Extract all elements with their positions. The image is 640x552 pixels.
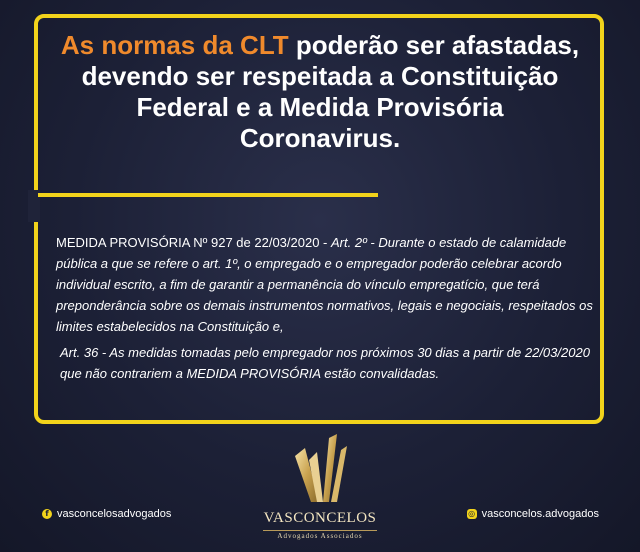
article-2-text: Art. 2º - Durante o estado de calamidade pública a que se refere o art. 1º, o empregado e o empregador poderão celebrar acordo individual escrito, a fim de garantir a permanência do vínculo empregatício, que terá preponderância sobre os demais instrumentos normativos, legais e negociais, respeitados os limites estabelecidos na Constituição e, — [56, 235, 593, 334]
logo-wordmark: VASCONCELOS — [263, 510, 377, 526]
instagram-icon: ◎ — [468, 509, 476, 518]
article-text — [56, 232, 596, 384]
mp-reference: MEDIDA PROVISÓRIA Nº 927 de 22/03/2020 - — [56, 235, 331, 250]
paragraph-1 — [56, 232, 596, 337]
headline-underline — [38, 193, 378, 197]
headline-highlight: As normas da CLT — [60, 30, 289, 60]
headline-rest: poderão ser afastadas, devendo ser respeitada a Constituição Federal e a Medida Provisória Coronavirus. — [81, 30, 580, 153]
logo-subtitle: Advogados Associados — [277, 532, 363, 540]
logo-emblem-icon — [293, 430, 347, 508]
facebook-handle[interactable] — [42, 508, 171, 520]
article-36-text: Art. 36 - As medidas tomadas pelo empregador nos próximos 30 dias a partir de 22/03/2020 que não contrariem a MEDIDA PROVISÓRIA estão convalidadas. — [60, 345, 590, 381]
firm-logo — [255, 430, 385, 548]
instagram-handle-text: vasconcelos.advogados — [481, 508, 599, 520]
headline — [60, 30, 580, 154]
facebook-handle-text: vasconcelosadvogados — [57, 508, 172, 520]
paragraph-2 — [56, 342, 596, 384]
logo-rule — [263, 530, 377, 531]
instagram-handle[interactable] — [467, 508, 599, 520]
facebook-icon: f — [42, 509, 52, 519]
